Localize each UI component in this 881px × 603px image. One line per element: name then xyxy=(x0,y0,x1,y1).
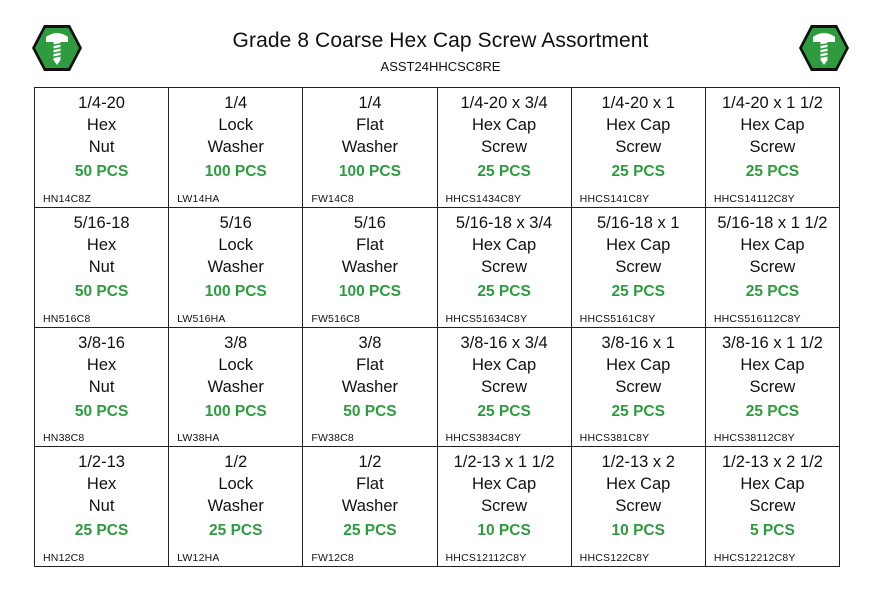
item-type: Lock xyxy=(218,235,254,254)
item-sku: HN38C8 xyxy=(43,432,85,445)
item-kind: Screw xyxy=(749,257,796,276)
item-sku: LW12HA xyxy=(177,552,220,564)
item-quantity: 50 PCS xyxy=(343,402,397,420)
assortment-cell xyxy=(169,447,303,567)
assortment-cell xyxy=(572,447,706,567)
item-sku: FW516C8 xyxy=(311,312,360,325)
item-sku: LW516HA xyxy=(177,312,226,325)
item-type: Hex Cap xyxy=(606,355,671,374)
item-sku: HHCS14112C8Y xyxy=(713,192,795,205)
item-size: 1/4-20 x 3/4 xyxy=(460,94,548,112)
item-sku: FW38C8 xyxy=(311,432,354,445)
item-kind: Washer xyxy=(207,497,264,516)
item-quantity: 25 PCS xyxy=(74,522,129,540)
item-sku: HHCS51634C8Y xyxy=(445,312,528,325)
item-type: Flat xyxy=(356,235,384,254)
item-size: 1/2-13 x 1 1/2 xyxy=(453,453,555,472)
item-kind: Screw xyxy=(481,377,527,396)
assortment-cell xyxy=(169,328,303,448)
item-kind: Screw xyxy=(481,257,527,276)
item-sku: HN516C8 xyxy=(43,312,91,325)
item-size: 3/8-16 xyxy=(78,333,125,352)
item-quantity: 25 PCS xyxy=(745,163,800,180)
assortment-cell xyxy=(706,208,840,328)
item-type: Flat xyxy=(356,116,384,134)
item-quantity: 25 PCS xyxy=(209,522,263,540)
item-quantity: 50 PCS xyxy=(74,282,129,300)
assortment-cell xyxy=(706,328,840,448)
item-kind: Screw xyxy=(749,138,796,156)
item-type: Lock xyxy=(218,475,254,494)
item-quantity: 100 PCS xyxy=(204,402,267,420)
item-kind: Screw xyxy=(615,377,662,396)
assortment-cell xyxy=(303,208,437,328)
assortment-cell xyxy=(438,328,572,448)
item-size: 5/16 xyxy=(353,213,386,232)
item-type: Hex Cap xyxy=(740,235,805,254)
item-sku: HN14C8Z xyxy=(43,192,92,205)
item-sku: HN12C8 xyxy=(43,552,85,564)
item-kind: Nut xyxy=(88,377,115,396)
item-type: Hex Cap xyxy=(740,475,805,494)
item-type: Hex Cap xyxy=(471,116,537,134)
item-size: 1/2-13 x 2 1/2 xyxy=(721,453,823,472)
item-size: 5/16-18 xyxy=(73,213,130,232)
item-kind: Screw xyxy=(749,377,796,396)
item-sku: HHCS381C8Y xyxy=(579,432,650,445)
item-quantity: 25 PCS xyxy=(477,282,531,300)
item-type: Lock xyxy=(218,116,254,134)
item-kind: Washer xyxy=(341,138,399,156)
item-quantity: 25 PCS xyxy=(611,163,665,180)
item-kind: Screw xyxy=(481,497,527,516)
assortment-cell xyxy=(572,88,706,208)
item-kind: Screw xyxy=(615,257,662,276)
item-quantity: 50 PCS xyxy=(74,163,129,180)
item-type: Hex Cap xyxy=(740,116,805,134)
item-size: 3/8 xyxy=(358,333,382,352)
assortment-cell xyxy=(35,88,169,208)
item-sku: HHCS12112C8Y xyxy=(445,552,527,564)
item-quantity: 100 PCS xyxy=(338,163,401,180)
item-quantity: 100 PCS xyxy=(338,282,401,300)
item-quantity: 25 PCS xyxy=(477,163,531,180)
assortment-code: ASST24HHCSC8RE xyxy=(380,59,501,74)
item-quantity: 25 PCS xyxy=(611,282,665,300)
assortment-cell xyxy=(35,208,169,328)
item-type: Hex Cap xyxy=(471,355,537,374)
assortment-cell xyxy=(438,447,572,567)
item-type: Flat xyxy=(356,475,384,494)
item-type: Hex xyxy=(86,355,117,374)
assortment-cell xyxy=(169,88,303,208)
item-sku: HHCS1434C8Y xyxy=(445,192,522,205)
item-quantity: 100 PCS xyxy=(204,163,267,180)
item-size: 5/16-18 x 1 xyxy=(596,213,680,232)
item-size: 3/8-16 x 1 xyxy=(601,333,675,352)
item-quantity: 10 PCS xyxy=(611,522,665,540)
item-type: Hex Cap xyxy=(606,475,671,494)
assortment-cell xyxy=(35,447,169,567)
page-title: Grade 8 Coarse Hex Cap Screw Assortment xyxy=(232,29,649,52)
item-size: 1/4-20 x 1 xyxy=(601,94,675,112)
item-kind: Screw xyxy=(749,497,796,516)
item-quantity: 25 PCS xyxy=(745,402,800,420)
item-kind: Washer xyxy=(341,377,399,396)
item-sku: HHCS516112C8Y xyxy=(713,312,801,325)
item-type: Hex Cap xyxy=(740,355,805,374)
item-quantity: 5 PCS xyxy=(750,522,795,540)
item-kind: Nut xyxy=(88,497,115,516)
item-size: 1/2 xyxy=(224,453,248,472)
item-kind: Screw xyxy=(615,497,662,516)
item-sku: HHCS3834C8Y xyxy=(445,432,522,445)
item-quantity: 25 PCS xyxy=(477,402,531,420)
item-sku: HHCS38112C8Y xyxy=(713,432,795,445)
assortment-cell xyxy=(303,447,437,567)
item-quantity: 10 PCS xyxy=(477,522,531,540)
item-quantity: 25 PCS xyxy=(343,522,397,540)
item-size: 1/4 xyxy=(358,94,382,112)
assortment-cell xyxy=(169,208,303,328)
item-type: Flat xyxy=(356,355,384,374)
item-size: 1/2 xyxy=(358,453,382,472)
assortment-cell xyxy=(35,328,169,448)
item-kind: Screw xyxy=(615,138,662,156)
item-size: 3/8-16 x 1 1/2 xyxy=(721,333,823,352)
item-sku: HHCS141C8Y xyxy=(579,192,650,205)
item-kind: Screw xyxy=(481,138,527,156)
item-type: Hex xyxy=(86,235,117,254)
item-kind: Washer xyxy=(207,377,264,396)
item-size: 1/4-20 xyxy=(78,94,125,112)
item-size: 5/16 xyxy=(219,213,252,232)
item-size: 5/16-18 x 3/4 xyxy=(455,213,553,232)
item-quantity: 100 PCS xyxy=(204,282,267,300)
item-type: Hex xyxy=(86,475,117,494)
item-kind: Nut xyxy=(88,257,115,276)
item-sku: LW38HA xyxy=(177,432,220,445)
item-size: 3/8-16 x 3/4 xyxy=(460,333,548,352)
item-size: 3/8 xyxy=(224,333,248,352)
item-quantity: 25 PCS xyxy=(745,282,800,300)
item-sku: HHCS12212C8Y xyxy=(713,552,796,564)
assortment-grid xyxy=(34,87,840,567)
item-kind: Nut xyxy=(88,138,115,156)
assortment-cell xyxy=(706,447,840,567)
assortment-cell xyxy=(438,88,572,208)
item-kind: Washer xyxy=(341,257,399,276)
item-type: Hex Cap xyxy=(606,116,671,134)
item-type: Hex xyxy=(86,116,117,134)
item-kind: Washer xyxy=(207,138,264,156)
item-type: Hex Cap xyxy=(606,235,671,254)
item-type: Lock xyxy=(218,355,254,374)
item-size: 5/16-18 x 1 1/2 xyxy=(717,213,828,232)
item-size: 1/4 xyxy=(224,94,248,112)
assortment-cell xyxy=(706,88,840,208)
assortment-cell xyxy=(303,88,437,208)
item-sku: HHCS122C8Y xyxy=(579,552,650,564)
item-size: 1/2-13 x 2 xyxy=(601,453,675,472)
item-kind: Washer xyxy=(207,257,264,276)
assortment-cell xyxy=(572,328,706,448)
assortment-cell xyxy=(572,208,706,328)
assortment-cell xyxy=(303,328,437,448)
item-size: 1/4-20 x 1 1/2 xyxy=(721,94,823,112)
item-sku: FW12C8 xyxy=(311,552,354,564)
item-sku: HHCS5161C8Y xyxy=(579,312,656,325)
item-sku: FW14C8 xyxy=(311,192,354,205)
item-kind: Washer xyxy=(341,497,399,516)
item-size: 1/2-13 xyxy=(78,453,125,472)
item-sku: LW14HA xyxy=(177,192,220,205)
item-type: Hex Cap xyxy=(471,235,537,254)
assortment-cell xyxy=(438,208,572,328)
item-type: Hex Cap xyxy=(471,475,537,494)
item-quantity: 25 PCS xyxy=(611,402,665,420)
item-quantity: 50 PCS xyxy=(74,402,129,420)
